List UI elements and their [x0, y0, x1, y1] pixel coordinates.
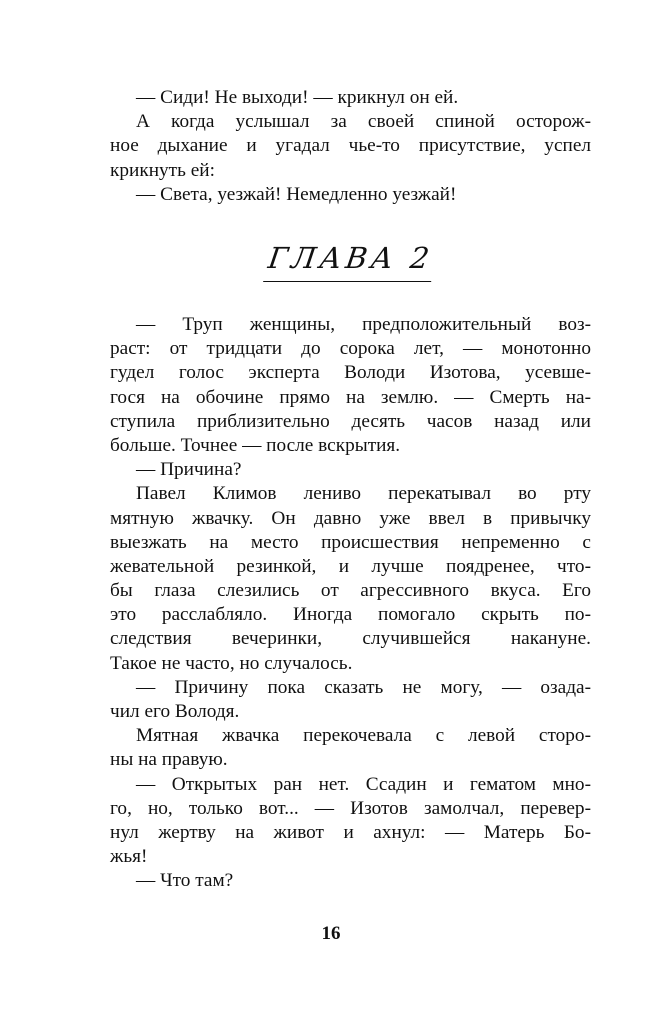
text-line: — Причину пока сказать не могу, — озада- [136, 676, 591, 698]
text-line: нул жертву на живот и ахнул: — Матерь Бо- [110, 821, 591, 843]
chapter-heading [110, 241, 591, 282]
text-line: — Причина? [136, 459, 242, 481]
text-line: жевательной резинкой, и лучше поядренее, что- [110, 555, 591, 577]
text-line: ное дыхание и угадал чье-то присутствие, успел [110, 135, 591, 157]
text-line: чил его Володя. [110, 701, 240, 722]
text-line: — Что там? [136, 870, 234, 892]
text-line: ступила приблизительно десять часов назад или [110, 410, 591, 432]
text-line: крикнуть ей: [110, 159, 215, 181]
text-line: — Света, уезжай! Немедленно уезжай! [136, 183, 457, 205]
page-number: 16 [321, 923, 341, 944]
text-block-top [110, 86, 591, 207]
text-line: мятную жвачку. Он давно уже ввел в привычку [110, 507, 591, 529]
text-line: жья! [110, 846, 148, 868]
text-line: — Сиди! Не выходи! — крикнул он ей. [136, 87, 459, 108]
text-line: ны на правую. [110, 749, 228, 771]
text-line: А когда услышал за своей спиной осторож- [136, 111, 591, 133]
text-line: раст: от тридцати до сорока лет, — монотонно [110, 338, 591, 360]
text-line: гудел голос эксперта Володи Изотова, усевше- [110, 362, 591, 384]
text-block-main [110, 313, 591, 894]
text-line: го, но, только вот... — Изотов замолчал, перевер- [110, 797, 591, 819]
text-line: Павел Климов лениво перекатывал во рту [136, 483, 591, 505]
text-line: бы глаза слезились от агрессивного вкуса. Его [110, 580, 591, 602]
text-line: — Открытых ран нет. Ссадин и гематом мно- [136, 773, 591, 795]
text-line: следствия вечеринки, случившейся накануне. [110, 628, 591, 650]
text-line: Мятная жвачка перекочевала с левой сторо- [136, 725, 591, 747]
chapter-title: ГЛАВА 2 [263, 241, 437, 282]
text-line: Такое не часто, но случалось. [110, 652, 353, 674]
text-line: больше. Точнее — после вскрытия. [110, 434, 401, 456]
text-line: выезжать на место происшествия непременно с [110, 531, 591, 553]
text-line: это расслабляло. Иногда помогало скрыть по- [110, 604, 591, 626]
text-line: — Труп женщины, предположительный воз- [136, 314, 591, 335]
text-line: гося на обочине прямо на землю. — Смерть на- [110, 386, 591, 408]
